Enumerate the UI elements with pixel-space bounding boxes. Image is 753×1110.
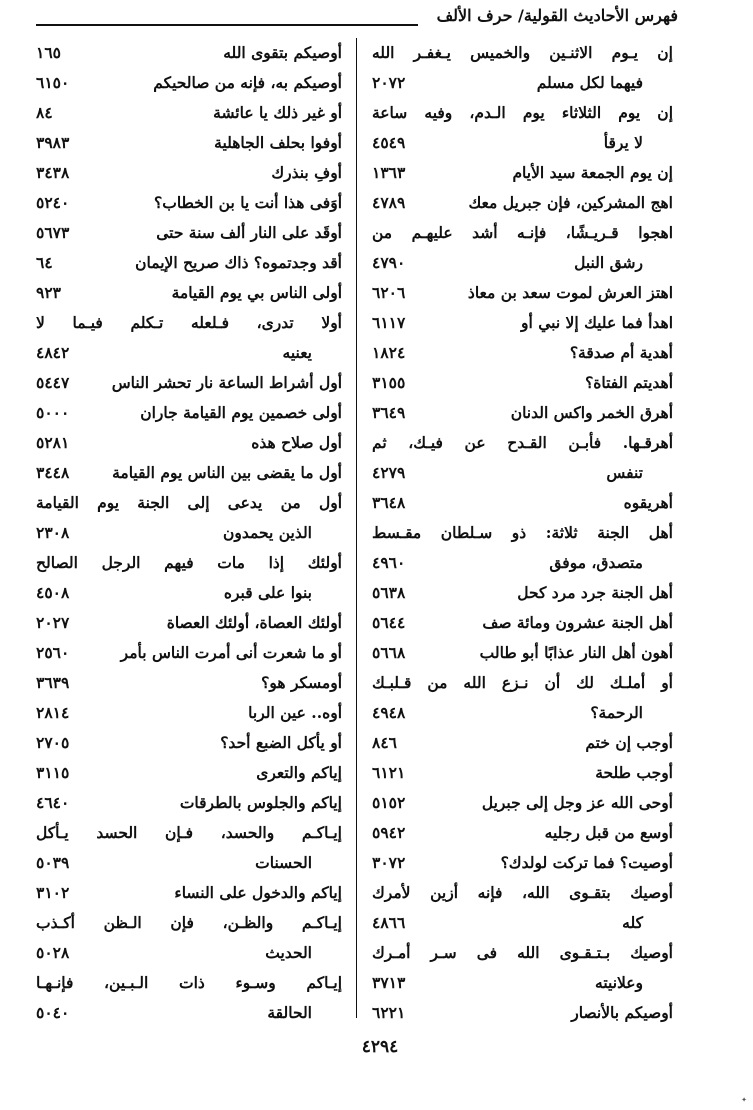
entry-text: أول أشراط الساعة نار تحشر الناس (111, 373, 342, 392)
index-entry (372, 818, 673, 848)
index-entry (36, 608, 342, 638)
entry-text: أوسع من قبل رجليه (544, 823, 673, 842)
hadith-number: ٣٤٤٨ (36, 463, 70, 482)
index-entry (372, 488, 673, 518)
entry-text: الحالقة (267, 1003, 312, 1022)
hadith-number: ٦١٢١ (372, 763, 406, 782)
entry-text: أوصيت؟ فما تركت لولدك؟ (500, 853, 673, 872)
hadith-number: ٥٠٠٠ (36, 403, 70, 422)
index-entry (36, 338, 342, 368)
hadith-number: ٤٧٨٩ (372, 193, 406, 212)
entry-text: أوَفى هذا أنت يا بن الخطاب؟ (154, 193, 342, 212)
entry-text: متصدق، موفق (549, 553, 643, 572)
entry-text: إيـاكـم والظـن، فإن الـظن أكـذب (36, 913, 342, 932)
hadith-number: ٣١١٥ (36, 763, 70, 782)
index-entry (372, 938, 673, 968)
hadith-number: ٤٥٠٨ (36, 583, 70, 602)
entry-text: الذين يحمدون (223, 523, 312, 542)
index-entry (36, 578, 342, 608)
hadith-number: ٥٠٢٨ (36, 943, 70, 962)
entry-text: لا يرقأ (603, 133, 643, 152)
entry-text: أهون أهل النار عذابًا أبو طالب (479, 643, 673, 662)
entry-text: أقد وجدتموه؟ ذاك صريح الإيمان (135, 253, 342, 272)
index-column-right (372, 38, 673, 1028)
index-entry (36, 38, 342, 68)
index-entry (36, 818, 342, 848)
index-entry (36, 848, 342, 878)
index-entry (36, 158, 342, 188)
hadith-number: ٢٠٧٢ (372, 73, 406, 92)
index-entry (36, 248, 342, 278)
hadith-number: ٦١١٧ (372, 313, 406, 332)
entry-text: أوصيكم بتقوى الله (223, 43, 342, 62)
index-entry (36, 488, 342, 518)
index-entry (372, 398, 673, 428)
index-entry (372, 578, 673, 608)
entry-text: إن يـوم الاثنـين والخميس يـغفـر الله (372, 43, 673, 62)
index-entry (372, 98, 673, 128)
hadith-number: ٥٢٤٠ (36, 193, 70, 212)
index-entry (372, 38, 673, 68)
hadith-number: ٣٦٤٩ (372, 403, 406, 422)
index-entry (36, 68, 342, 98)
hadith-number: ٨٤ (36, 103, 53, 122)
entry-text: أهل الجنة جرد مرد كحل (517, 583, 673, 602)
hadith-number: ٣٦٤٨ (372, 493, 406, 512)
entry-text: إياكم والتعرى (256, 763, 342, 782)
hadith-number: ٣٧١٣ (372, 973, 406, 992)
entry-text: الحديث (265, 943, 312, 962)
index-entry (36, 398, 342, 428)
index-entry (372, 878, 673, 908)
index-entry (372, 368, 673, 398)
hadith-number: ٤٦٤٠ (36, 793, 70, 812)
entry-text: أوصيكم بالأنصار (571, 1003, 673, 1022)
index-entry (372, 638, 673, 668)
hadith-number: ٤٧٩٠ (372, 253, 406, 272)
entry-text: أهل الجنة عشرون ومائة صف (482, 613, 673, 632)
hadith-number: ٢٨١٤ (36, 703, 70, 722)
entry-text: إن يوم الثلاثاء يوم الـدم، وفيه ساعة (372, 103, 673, 122)
index-entry (372, 428, 673, 458)
entry-text: أو يأكل الضبع أحد؟ (220, 733, 342, 752)
index-entry (372, 968, 673, 998)
header-rule (36, 24, 418, 26)
entry-text: إياكم والجلوس بالطرقات (179, 793, 342, 812)
index-entry (36, 308, 342, 338)
hadith-number: ٥٠٤٠ (36, 1003, 70, 1022)
index-entry (36, 698, 342, 728)
entry-text: أو ما شعرت أنى أمرت الناس بأمر (120, 643, 342, 662)
entry-text: اهدأ فما عليك إلا نبي أو (521, 313, 673, 332)
hadith-number: ٥٤٤٧ (36, 373, 70, 392)
entry-text: أهرقـها. فأبـن القـدح عن فيـك، ثم (372, 433, 673, 452)
hadith-number: ٦٢٢١ (372, 1003, 406, 1022)
entry-text: يعنيه (282, 343, 312, 362)
page-title: فهرس الأحاديث القولية/ حرف الألف (436, 6, 678, 25)
entry-text: أهرق الخمر واكس الدنان (510, 403, 673, 422)
entry-text: أوقَد على النار ألف سنة حتى (156, 223, 342, 242)
hadith-number: ٥٦٧٣ (36, 223, 70, 242)
entry-text: رشق النبل (574, 253, 643, 272)
entry-text: أهدية أم صدقة؟ (569, 343, 673, 362)
entry-text: أوصيك بـتـقـوى الله فى سـر أمـرك (372, 943, 673, 962)
entry-text: إيـاكـم والحسد، فـإن الحسد يـأكل (36, 823, 342, 842)
page-number: ٤٢٩٤ (361, 1037, 399, 1057)
entry-text: أول من يدعى إلى الجنة يوم القيامة (36, 493, 342, 512)
hadith-number: ٥٦٣٨ (372, 583, 406, 602)
index-entry (36, 758, 342, 788)
index-entry (36, 938, 342, 968)
index-column-left (36, 38, 342, 1028)
hadith-number: ٤٨٦٦ (372, 913, 406, 932)
hadith-number: ٥٢٨١ (36, 433, 70, 452)
hadith-number: ٣٤٣٨ (36, 163, 70, 182)
hadith-number: ٨٤٦ (372, 733, 397, 752)
hadith-number: ٥٠٣٩ (36, 853, 70, 872)
entry-text: فيهما لكل مسلم (536, 73, 643, 92)
hadith-number: ٣١٥٥ (372, 373, 406, 392)
entry-text: أولى خصمين يوم القيامة جاران (140, 403, 342, 422)
hadith-number: ١٦٥ (36, 43, 61, 62)
index-entry (372, 758, 673, 788)
hadith-number: ٢٣٠٨ (36, 523, 70, 542)
index-entry (372, 278, 673, 308)
index-entry (372, 908, 673, 938)
index-entry (36, 518, 342, 548)
entry-text: أوحى الله عز وجل إلى جبريل (481, 793, 673, 812)
index-entry (36, 788, 342, 818)
entry-text: اهتز العرش لموت سعد بن معاذ (467, 283, 673, 302)
entry-text: أهل الجنة ثلاثة: ذو سـلطان مقـسط (372, 523, 673, 542)
entry-text: اهج المشركين، فإن جبريل معك (468, 193, 673, 212)
entry-text: أول صلاح هذه (251, 433, 342, 452)
index-entry (372, 68, 673, 98)
index-entry (36, 278, 342, 308)
entry-text: أوصيك بتقـوى الله، فإنه أزين لأمرك (372, 883, 673, 902)
corner-mark: ✦ (741, 1096, 747, 1104)
index-entry (36, 668, 342, 698)
index-entry (372, 458, 673, 488)
entry-text: اهجوا قـريـشًا، فإنـه أشد عليهـم من (372, 223, 673, 242)
entry-text: أهريقوه (623, 493, 673, 512)
index-entry (36, 998, 342, 1028)
entry-text: أوصيكم به، فإنه من صالحيكم (153, 73, 342, 92)
index-entry (372, 698, 673, 728)
hadith-number: ٦٢٠٦ (372, 283, 406, 302)
index-entry (372, 518, 673, 548)
index-entry (372, 608, 673, 638)
index-entry (36, 428, 342, 458)
hadith-number: ٣٩٨٣ (36, 133, 70, 152)
hadith-number: ١٨٢٤ (372, 343, 406, 362)
entry-text: أو أملـك لك أن نـزع الله من قـلبـك (372, 673, 673, 692)
index-entry (36, 368, 342, 398)
entry-text: أولئك إذا مات فيهم الرجل الصالح (36, 553, 342, 572)
hadith-number: ٥٩٤٢ (372, 823, 406, 842)
entry-text: أوجب إن ختم (585, 733, 673, 752)
entry-text: بنوا على قبره (223, 583, 312, 602)
index-entry (36, 728, 342, 758)
entry-text: أو غير ذلك يا عائشة (213, 103, 342, 122)
hadith-number: ٤٢٧٩ (372, 463, 406, 482)
entry-text: تنفس (606, 463, 643, 482)
hadith-number: ٩٢٣ (36, 283, 61, 302)
entry-text: أهديتم الفتاة؟ (585, 373, 673, 392)
entry-text: أوفِ بنذرك (271, 163, 342, 182)
entry-text: أولى الناس بي يوم القيامة (171, 283, 342, 302)
hadith-number: ١٣٦٣ (372, 163, 406, 182)
entry-text: أوجب طلحة (595, 763, 673, 782)
entry-text: أومسكر هو؟ (261, 673, 342, 692)
index-entry (372, 128, 673, 158)
column-divider (356, 38, 357, 1018)
entry-text: إيـاكم وسـوء ذات الـبـين، فإنـهـا (36, 973, 342, 992)
index-entry (372, 338, 673, 368)
index-entry (372, 248, 673, 278)
hadith-number: ٤٥٤٩ (372, 133, 406, 152)
hadith-number: ٥٦٦٨ (372, 643, 406, 662)
index-entry (36, 968, 342, 998)
index-entry (36, 548, 342, 578)
hadith-number: ٤٩٤٨ (372, 703, 406, 722)
index-entry (372, 158, 673, 188)
hadith-number: ٣٦٣٩ (36, 673, 70, 692)
hadith-number: ٤٩٦٠ (372, 553, 406, 572)
index-entry (372, 848, 673, 878)
hadith-number: ٢٠٢٧ (36, 613, 70, 632)
index-entry (36, 458, 342, 488)
index-entry (372, 548, 673, 578)
entry-text: أولئك العصاة، أولئك العصاة (166, 613, 342, 632)
entry-text: وعلانيته (595, 973, 643, 992)
entry-text: كله (622, 913, 643, 932)
page-header (36, 6, 678, 28)
index-entry (36, 908, 342, 938)
entry-text: الحسنات (255, 853, 312, 872)
hadith-number: ٣١٠٢ (36, 883, 70, 902)
index-entry (36, 638, 342, 668)
index-entry (36, 128, 342, 158)
hadith-number: ٢٧٠٥ (36, 733, 70, 752)
index-entry (372, 188, 673, 218)
hadith-number: ٦١٥٠ (36, 73, 70, 92)
entry-text: إياكم والدخول على النساء (174, 883, 342, 902)
entry-text: أول ما يقضى بين الناس يوم القيامة (112, 463, 342, 482)
hadith-number: ٤٨٤٢ (36, 343, 70, 362)
index-entry (372, 728, 673, 758)
index-entry (36, 98, 342, 128)
entry-text: إن يوم الجمعة سيد الأيام (512, 163, 673, 182)
index-entry (372, 308, 673, 338)
entry-text: الرحمة؟ (590, 703, 643, 722)
entry-text: أوفوا بحلف الجاهلية (214, 133, 342, 152)
hadith-number: ٢٥٦٠ (36, 643, 70, 662)
hadith-number: ٥١٥٢ (372, 793, 406, 812)
index-entry (372, 788, 673, 818)
hadith-number: ٣٠٧٢ (372, 853, 406, 872)
index-entry (372, 998, 673, 1028)
index-entry (36, 878, 342, 908)
index-entry (36, 218, 342, 248)
index-entry (372, 668, 673, 698)
hadith-number: ٥٦٤٤ (372, 613, 406, 632)
index-entry (372, 218, 673, 248)
entry-text: أولا تدرى، فـلعله تـكلم فيـما لا (36, 313, 342, 332)
index-entry (36, 188, 342, 218)
entry-text: أوه.. عين الربا (248, 703, 342, 722)
hadith-number: ٦٤ (36, 253, 53, 272)
